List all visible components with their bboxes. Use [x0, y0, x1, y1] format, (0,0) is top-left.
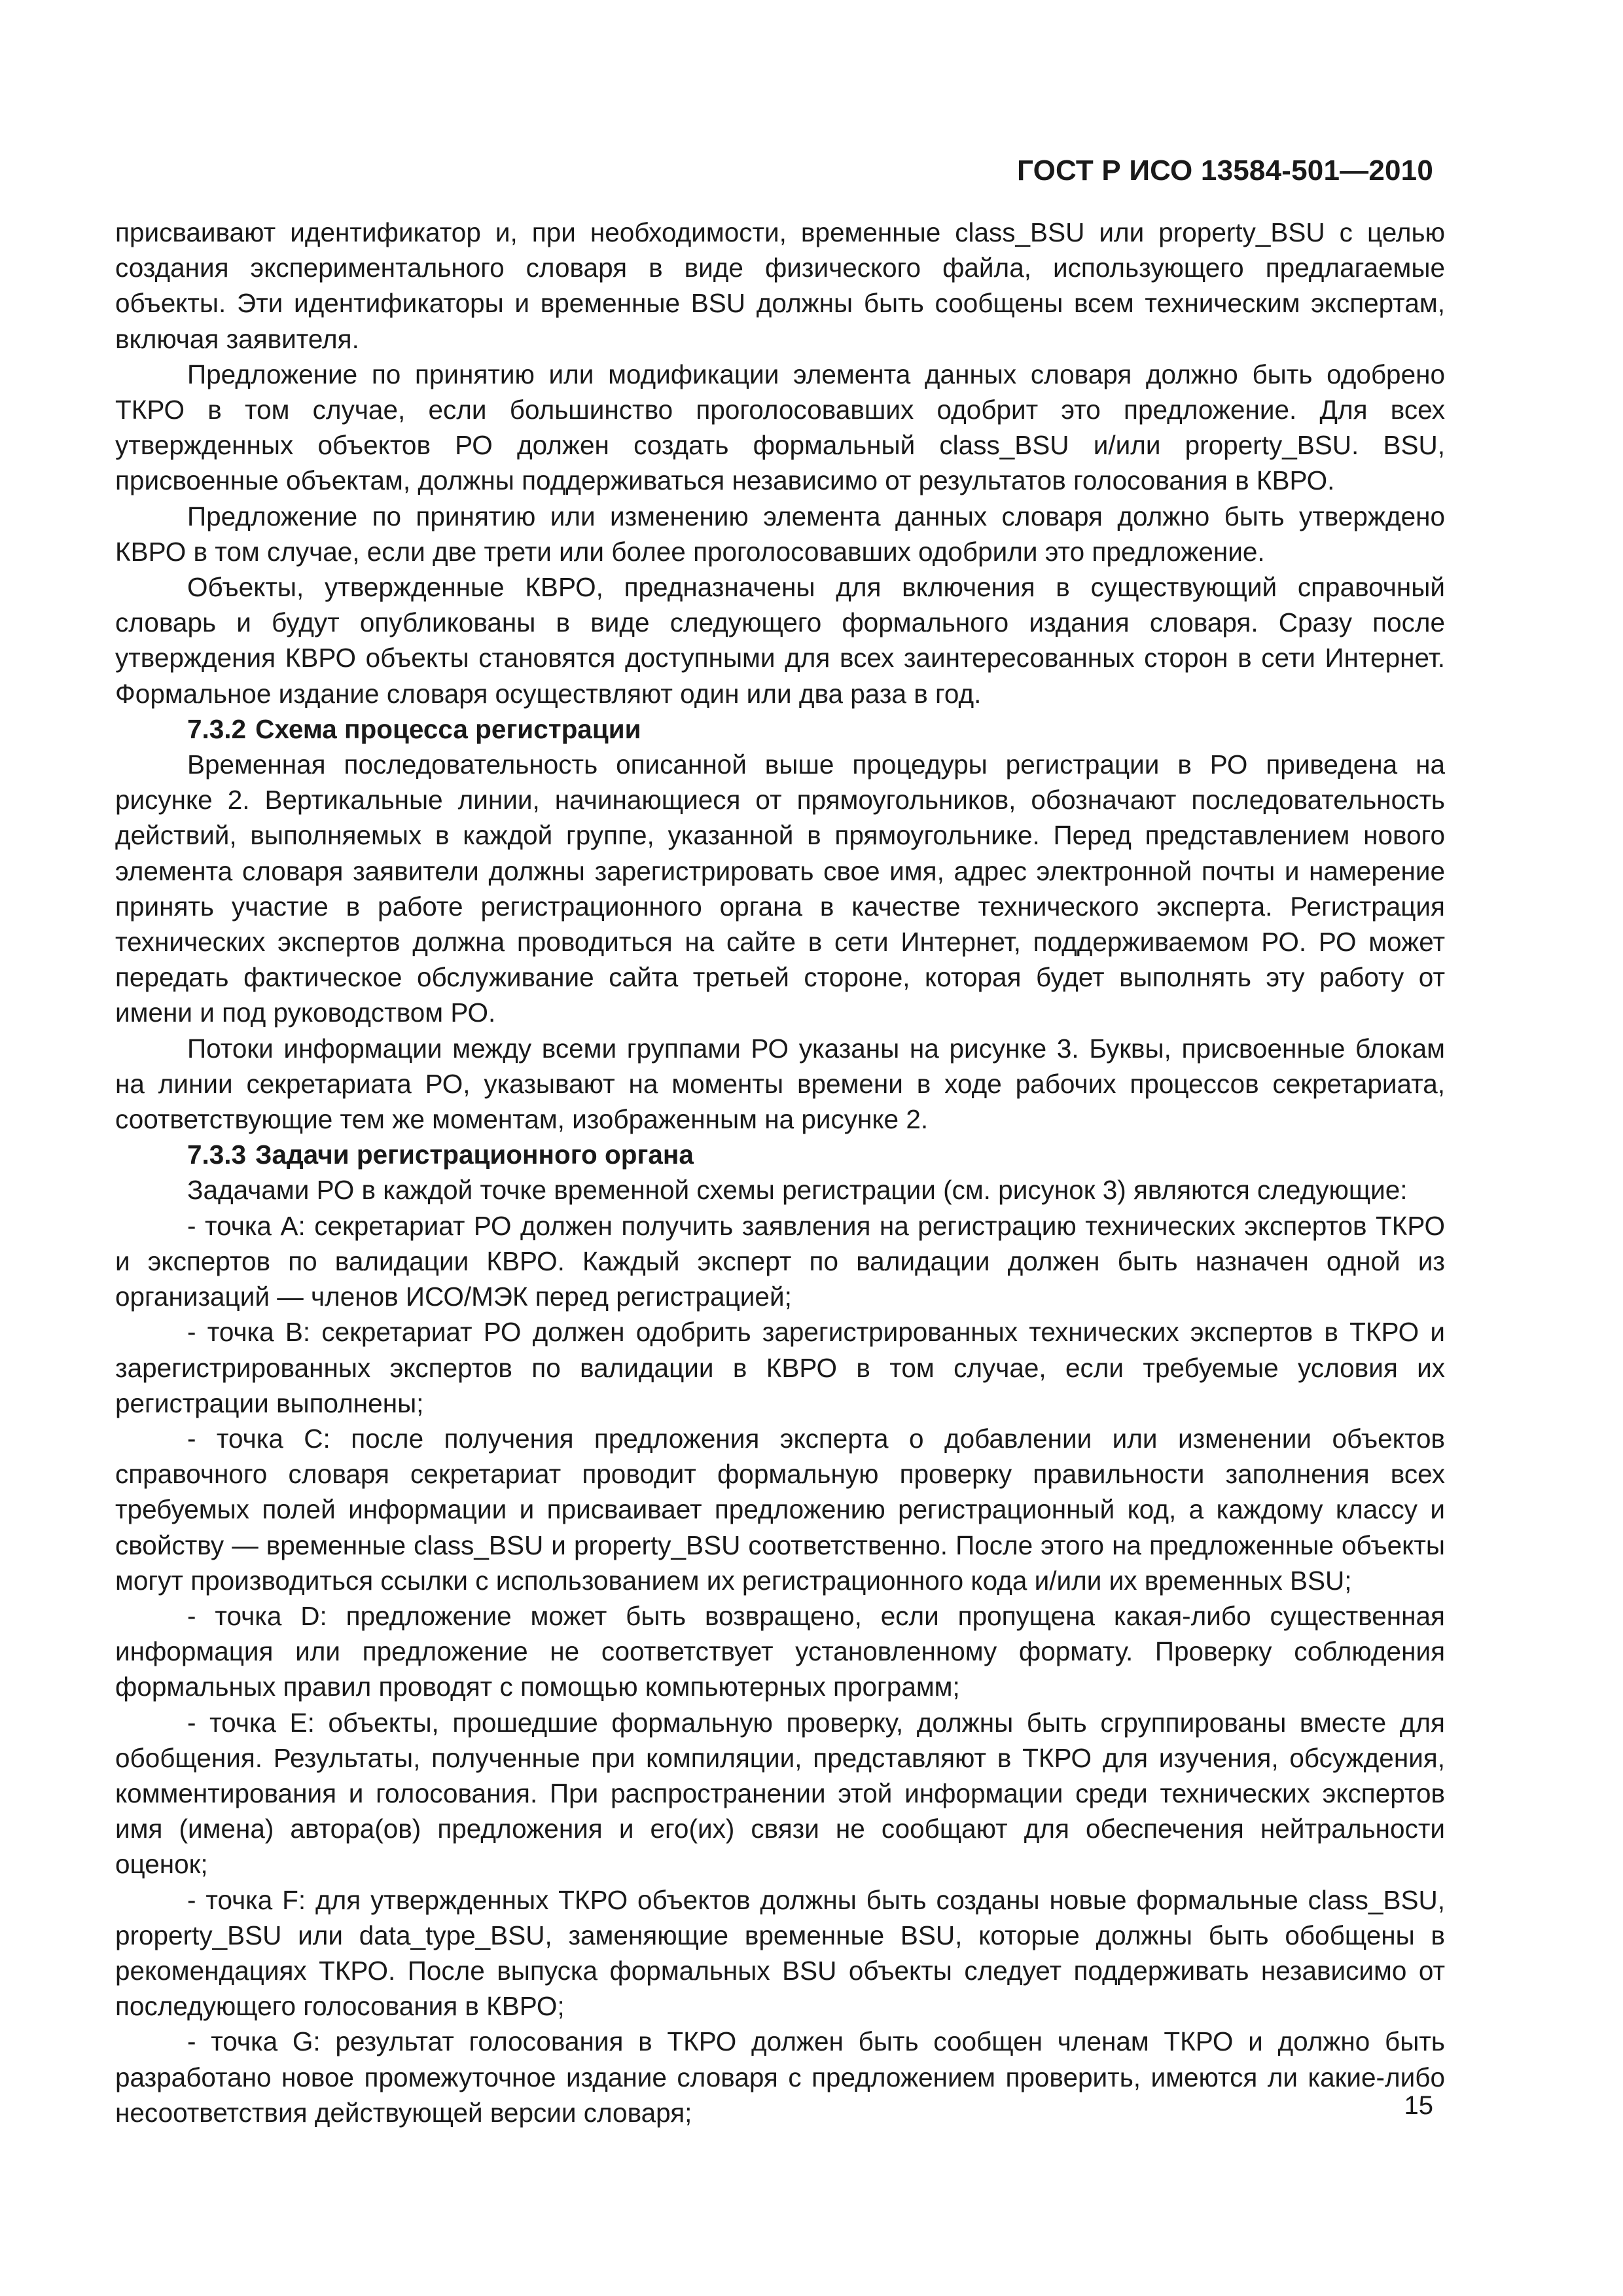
list-item: - точка F: для утвержденных ТКРО объектов должны быть созданы новые формальные class_BSU, property_BSU или data_type_BSU, заменяющие временные BSU, которые должны быть обобщены в рекомендациях ТКРО. После выпуска формальных BSU объекты следует поддерживать независимо от последующего голосования в КВРО;: [115, 1884, 1445, 2022]
section-heading-7-3-2: [115, 711, 1445, 747]
list-item: - точка G: результат голосования в ТКРО должен быть сообщен членам ТКРО и должно быть разработано новое промежуточное издание словаря с предложением проверить, имеются ли какие-либо несоответствия действующей версии словаря;: [115, 2026, 1445, 2128]
paragraph: Предложение по принятию или изменению элемента данных словаря должно быть утверждено КВРО в том случае, если две трети или более проголосовавших одобрили это предложение.: [115, 501, 1445, 567]
paragraph: Задачами РО в каждой точке временной схемы регистрации (см. рисунок 3) являются следующие:: [187, 1175, 1408, 1206]
page-number: 15: [1404, 2091, 1433, 2120]
paragraph: присваивают идентификатор и, при необходимости, временные class_BSU или property_BSU с целью создания экспериментального словаря в виде физического файла, использующего предлагаемые объекты. Эти идентификаторы и временные BSU должны быть сообщены всем техническим экспертам, включая заявителя.: [115, 217, 1445, 354]
section-heading-7-3-3: [115, 1137, 1445, 1172]
section-number: 7.3.2: [187, 713, 247, 744]
paragraph: Предложение по принятию или модификации элемента данных словаря должно быть одобрено ТКРО в том случае, если большинство проголосовавших одобрит это предложение. Для всех утвержденных объектов РО должен создать формальный class_BSU и/или property_BSU. BSU, присвоенные объектам, должны поддерживаться независимо от результатов голосования в КВРО.: [115, 359, 1445, 496]
paragraph: Временная последовательность описанной выше процедуры регистрации в РО приведена на рисунке 2. Вертикальные линии, начинающиеся от прямоугольников, обозначают последовательность действий, выполняемых в каждой группе, указанной в прямоугольнике. Перед представлением нового элемента словаря заявители должны зарегистрировать свое имя, адрес электронной почты и намерение принять участие в работе регистрационного органа в качестве технического эксперта. Регистрация технических экспертов должна проводиться на сайте в сети Интернет, поддерживаемом РО. РО может передать фактическое обслуживание сайта третьей стороне, которая будет выполнять эту работу от имени и под руководством РО.: [115, 749, 1445, 1028]
paragraph: Потоки информации между всеми группами РО указаны на рисунке 3. Буквы, присвоенные блокам на линии секретариата РО, указывают на моменты времени в ходе рабочих процессов секретариата, соответствующие тем же моментам, изображенным на рисунке 2.: [115, 1033, 1445, 1135]
list-item: - точка D: предложение может быть возвращено, если пропущена какая-либо существенная информация или предложение не соответствует установленному формату. Проверку соблюдения формальных правил проводят с помощью компьютерных программ;: [115, 1600, 1445, 1702]
paragraph: Объекты, утвержденные КВРО, предназначены для включения в существующий справочный словарь и будут опубликованы в виде следующего формального издания словаря. Сразу после утверждения КВРО объекты становятся доступными для всех заинтересованных сторон в сети Интернет. Формальное издание словаря осуществляют один или два раза в год.: [115, 572, 1445, 709]
list-item: - точка С: после получения предложения эксперта о добавлении или изменении объектов справочного словаря секретариат проводит формальную проверку правильности заполнения всех требуемых полей информации и присваивает предложению регистрационный код, а каждому классу и свойству — временные class_BSU и property_BSU соответственно. После этого на предложенные объекты могут производиться ссылки с использованием их регистрационного кода и/или их временных BSU;: [115, 1423, 1445, 1596]
section-title: Задачи регистрационного органа: [255, 1139, 694, 1170]
document-header: ГОСТ Р ИСО 13584-501—2010: [1017, 154, 1433, 187]
list-item: - точка А: секретариат РО должен получить заявления на регистрацию технических экспертов ТКРО и экспертов по валидации КВРО. Каждый эксперт по валидации должен быть назначен одной из организаций — членов ИСО/МЭК перед регистрацией;: [115, 1210, 1445, 1312]
list-item: - точка Е: объекты, прошедшие формальную проверку, должны быть сгруппированы вместе для обобщения. Результаты, полученные при компиляции, представляют в ТКРО для изучения, обсуждения, комментирования и голосования. При распространении этой информации среди технических экспертов имя (имена) автора(ов) предложения и его(их) связи не сообщают для обеспечения нейтральности оценок;: [115, 1707, 1445, 1880]
page-body: [115, 215, 1445, 2130]
section-title: Схема процесса регистрации: [255, 713, 641, 744]
list-item: - точка В: секретариат РО должен одобрить зарегистрированных технических экспертов в ТКРО и зарегистрированных экспертов по валидации в КВРО в том случае, если требуемые условия их регистрации выполнены;: [115, 1317, 1445, 1418]
section-number: 7.3.3: [187, 1139, 247, 1170]
